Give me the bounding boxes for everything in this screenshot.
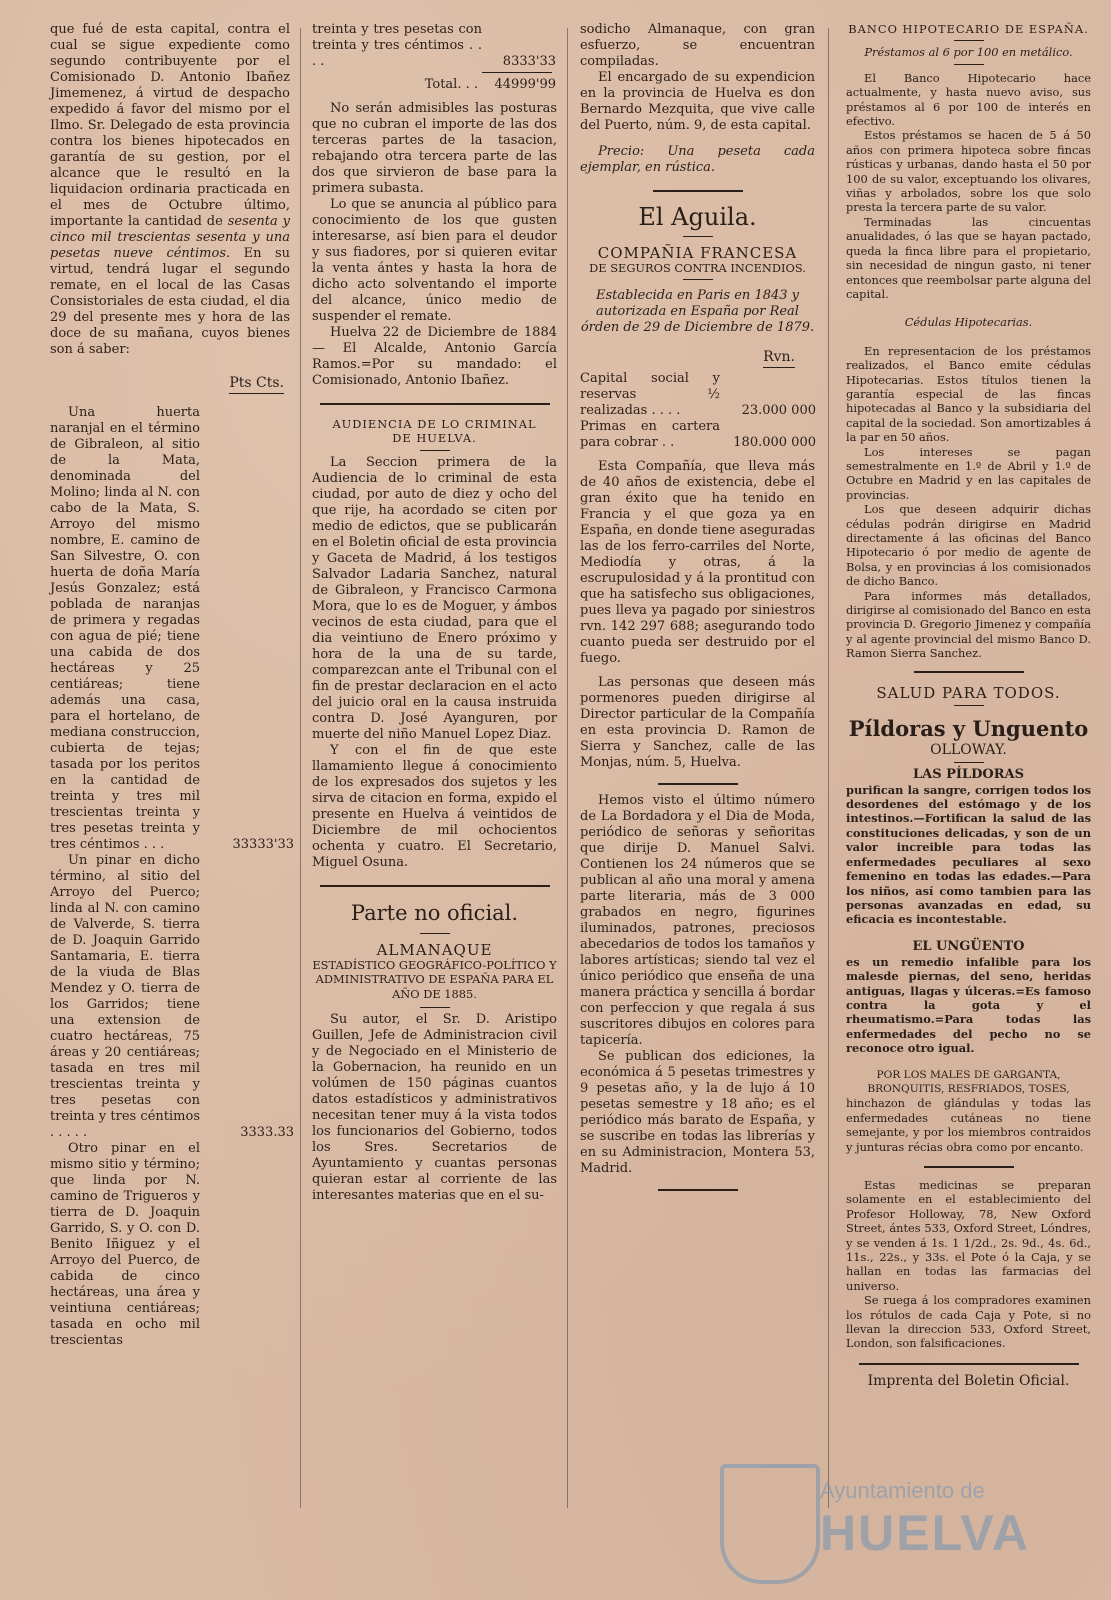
paragraph: No serán admisibles las posturas que no cubran el importe de las dos terceras partes de la tasacion, rebajando otra tercera parte de las dos que sirvieron de base para la primera subasta. xyxy=(312,101,557,196)
paragraph: Estos préstamos se hacen de 5 á 50 años con primera hipoteca sobre fincas rústicas y urbanas, dando hasta el 50 por 100 de su valor, exceptuando los olivares, viñas y arbolados, sobre los que solo presta la tercera parte de su valor. xyxy=(846,128,1091,215)
divider xyxy=(320,403,550,405)
column-2 xyxy=(312,22,557,1204)
item-row xyxy=(50,853,294,1141)
compania-subtitle: DE SEGUROS CONTRA INCENDIOS. xyxy=(589,261,806,275)
paragraph: Se ruega á los compradores examinen los rótulos de cada Caja y Pote, si no llevan la direccion 533, Oxford Street, London, son falsificaciones. xyxy=(846,1293,1091,1351)
divider xyxy=(658,783,738,785)
capital-value: 23.000 000 xyxy=(741,403,816,419)
divider xyxy=(420,1007,450,1008)
paragraph: hinchazon de glándulas y todas las enfermedades cutáneas no tiene semejante, y por los miembros contraidos y junturas récias obra como por encanto. xyxy=(846,1096,1091,1154)
item-text: treinta y tres pesetas con treinta y tres céntimos . . . . xyxy=(312,22,482,69)
established-text: Establecida en Paris en 1843 y autorizada en España por Real órden de 29 de Diciembre de 1879. xyxy=(580,288,815,336)
divider xyxy=(954,705,984,706)
divider xyxy=(653,190,743,192)
divider xyxy=(954,64,984,65)
paragraph: es un remedio infalible para los malesde piernas, del seno, heridas antiguas, llagas y úlceras.=Es famoso contra la gota y el rheumatismo.=Para todas las enfermedades del pecho no se reconoce otro igual. xyxy=(846,954,1091,1056)
total-label: Total. . . xyxy=(424,77,478,92)
item-row xyxy=(50,1141,290,1349)
divider xyxy=(420,450,450,451)
watermark-line1: Ayuntamiento de xyxy=(820,1478,985,1503)
paragraph: Para informes más detallados, dirigirse al comisionado del Banco en esta provincia D. Gregorio Jimenez y compañía y al agente provincial del mismo Banco D. Ramon Sierra Sanchez. xyxy=(846,588,1091,661)
divider xyxy=(914,671,1024,673)
capital-row xyxy=(580,371,815,419)
paragraph: purifican la sangre, corrigen todos los desordenes del estómago y de los intestinos.—Fortifican la salud de las constituciones delicadas, y son de un valor increible para todas las enfermedades peculiares al sexo femenino en todas las edades.—Para los niños, así como tambien para las personas avanzadas en edad, su eficacia es incontestable. xyxy=(846,782,1091,927)
paragraph: En representacion de los préstamos realizados, el Banco emite cédulas Hipotecarias. Estos títulos tienen la garantía especial de las fincas hipotecadas al Banco y la subsidiaria del capital de la sociedad. Son amortizables á la par en 50 años. xyxy=(846,343,1091,445)
cedulas-title: Cédulas Hipotecarias. xyxy=(904,315,1033,330)
paragraph: Los intereses se pagan semestralmente en 1.º de Abril y 1.º de Octubre en Madrid y en las capitales de provincias. xyxy=(846,444,1091,502)
divider xyxy=(683,279,713,280)
divider xyxy=(420,933,450,934)
column-3 xyxy=(580,22,815,1199)
almanaque-title: ALMANAQUE xyxy=(376,940,493,959)
item-text: Un pinar en dicho término, al sitio del Arroyo del Puerco; linda al N. con camino de Valverde, S. tierra de D. Joaquin Garrido Santamaria, E. tierra de la viuda de Blas Mendez y O. tierra de los Garridos; tiene una extension de cuatro hectáreas, 75 áreas y 20 centiáreas; tasada en tres mil trescientas treinta y tres pesetas con treinta y tres céntimos . . . . . xyxy=(50,853,200,1140)
garganta-heading: POR LOS MALES DE GARGANTA, BRONQUITIS, RESFRIADOS, TOSES, xyxy=(867,1068,1070,1095)
compania-title: COMPAÑIA FRANCESA xyxy=(597,244,798,262)
paragraph: El encargado de su expendicion en la provincia de Huelva es don Bernardo Mezquita, que vive calle del Puerto, núm. 9, de esta capital. xyxy=(580,70,815,133)
shield-icon xyxy=(720,1464,820,1584)
divider xyxy=(482,72,552,73)
banco-title: BANCO HIPOTECARIO DE ESPAÑA. xyxy=(848,22,1089,36)
imprenta-footer: Imprenta del Boletin Oficial. xyxy=(867,1372,1070,1389)
paragraph: sodicho Almanaque, con gran esfuerzo, se encuentran compiladas. xyxy=(580,22,815,69)
divider xyxy=(859,1363,1079,1365)
divider xyxy=(954,40,984,41)
primas-value: 180.000 000 xyxy=(733,435,816,451)
item-text: Otro pinar en el mismo sitio y término; que linda por N. camino de Trigueros y tierra de D. Joaquin Garrido, S. y O. con D. Benito Iñiguez y el Arroyo del Puerco, de cabida de cinco hectáreas, una área y veintiuna centiáreas; tasada en ocho mil trescientas xyxy=(50,1141,200,1348)
item-row xyxy=(50,405,294,853)
price: Precio: Una peseta cada ejemplar, en rústica. xyxy=(580,144,815,175)
total-value: 44999'99 xyxy=(494,77,556,92)
archive-watermark xyxy=(720,1460,1031,1580)
paragraph: La Seccion primera de la Audiencia de lo criminal de esta ciudad, por auto de diez y ocho del que rije, ha acordado se citen por medio de edictos, que se publicarán en el Boletin oficial de esta provincia y Gaceta de Madrid, á los testigos Salvador Ladaria Sanchez, natural de Gibraleon, y Francisco Carmona Mora, que lo es de Moguer, y ámbos vecinos de esta ciudad, para que el dia veintiuno de Enero próximo y hora de la una de su tarde, comparezcan ante el Tribunal con el fin de prestar declaracion en el acto del juicio oral en la causa instruida contra D. José Ayanguren, por muerte del niño Manuel Lopez Diaz. xyxy=(312,454,557,742)
divider xyxy=(683,236,713,237)
paragraph: Lo que se anuncia al público para conocimiento de los que gusten interesarse, así bien para el deudor y sus fiadores, por si quieren evitar la venta ántes y hasta la hora de dicho acto solventando el importe del alcance, único medio de suspender el remate. xyxy=(312,197,557,324)
paragraph: Se publican dos ediciones, la económica á 5 pesetas trimestres y 9 pesetas año, y la de lujo á 10 pesetas semestre y 18 año; es el periódico más barato de España, y se suscribe en todas las librerías y en su Administracion, Montera 53, Madrid. xyxy=(580,1049,815,1177)
capital-label: Capital social y reservas ½ realizadas . . . . xyxy=(580,371,720,419)
divider xyxy=(954,762,984,763)
paragraph: El Banco Hipotecario hace actualmente, y hasta nuevo aviso, sus préstamos al 6 por 100 de interés en efectivo. xyxy=(846,70,1091,129)
paragraph: Terminadas las cincuentas anualidades, ó las que se hayan pactado, queda la finca libre para el propietario, sin necesidad de ningun gasto, ni tener entonces que reembolsar parte alguna del capital. xyxy=(846,214,1091,301)
salud-title: SALUD PARA TODOS. xyxy=(876,683,1061,702)
banco-subtitle: Préstamos al 6 por 100 en metálico. xyxy=(864,45,1073,60)
pildoras-heading: LAS PÍLDORAS xyxy=(912,766,1024,782)
item-value: 8333'33 xyxy=(502,54,556,69)
paragraph: Hemos visto el último número de La Bordadora y el Dia de Moda, periódico de señoras y señoritas que dirije D. Manuel Salvi. Contienen los 24 números que se publican al año una moral y amena parte literaria, más de 3 000 grabados en negro, figurines iluminados, patrones, preciosos abecedarios de todos los tamaños y labores artísticas; siendo tal vez el único periódico que enseña de una manera práctica y sencilla á bordar con perfeccion y que regala á sus suscritores dibujos en colores para tapicería. xyxy=(580,793,815,1049)
rvn-header: Rvn. xyxy=(580,346,795,365)
paragraph: Los que deseen adquirir dichas cédulas podrán dirigirse en Madrid directamente á las oficinas del Banco Hipotecario ó por medio de agente de Bolsa, y en provincias á los comisionados de dicho Banco. xyxy=(846,502,1091,589)
divider xyxy=(924,1166,1014,1168)
pts-header: Pts Cts. xyxy=(50,372,284,391)
primas-label: Primas en cartera para cobrar . . xyxy=(580,419,720,451)
item-row xyxy=(312,22,557,70)
divider xyxy=(658,1189,738,1191)
column-divider xyxy=(828,28,829,1508)
subasta-intro: que fué de esta capital, contra el cual se sigue expediente como segundo contribuyente por el Comisionado D. Antonio Ibañez Jimemenez, á virtud de despacho expedido á favor del mismo por el Ilmo. Sr. Delegado de esta provincia contra los bienes hipotecados en garantía de su gestion, por el alcance que le resultó en la liquidacion ordinaria practicada en el mes de Octubre último, importante la cantidad de sesenta y cinco mil trescientas sesenta y una pesetas nueve céntimos. En su virtud, tendrá lugar el segundo remate, en el local de las Casas Consistoriales de esta ciudad, el dia 29 del presente mes y hora de las doce de su mañana, cuyos bienes son á saber: xyxy=(50,22,290,357)
aguila-title: El Aguila. xyxy=(638,203,757,231)
watermark-line2: HUELVA xyxy=(820,1505,1031,1561)
holloway-name: OLLOWAY. xyxy=(930,741,1007,758)
column-divider xyxy=(567,28,568,1508)
almanaque-subtitle: ESTADÍSTICO GEOGRÁFICO-POLÍTICO Y ADMINISTRATIVO DE ESPAÑA PARA EL AÑO DE 1885. xyxy=(312,957,557,1001)
paragraph: Estas medicinas se preparan solamente en el establecimiento del Profesor Holloway, 78, New Oxford Street, ántes 533, Oxford Street, Lóndres, y se venden á 1s. 1 1/2d., 2s. 9d., 4s. 6d., 11s., 22s., y 33s. el Pote ó la Caja, y se hallan en todas las farmacias del universo. xyxy=(846,1178,1091,1293)
section-subtitle: DE HUELVA. xyxy=(392,431,477,446)
item-value: 33333'33 xyxy=(232,837,294,852)
column-divider xyxy=(300,28,301,1508)
paragraph: Y con el fin de que este llamamiento llegue á conocimiento de los expresados dos sujetos y les sirva de citacion en forma, expido el presente en Huelva á veintidos de Diciembre de mil ochocientos ochenta y cuatro. El Secretario, Miguel Osuna. xyxy=(312,742,557,870)
column-4 xyxy=(846,22,1091,1389)
paragraph: Su autor, el Sr. D. Aristipo Guillen, Jefe de Administracion civil y de Negociado en el Ministerio de la Gobernacion, ha reunido en un volúmen de 150 páginas cuantos datos estadísticos y administrativos necesitan tener muy á la vista todos los funcionarios del Gobierno, todos los Sres. Secretarios de Ayuntamiento y cuantas personas quieran estar al corriente de las interesantes materias que en el su- xyxy=(312,1012,557,1204)
total-row xyxy=(312,77,557,93)
paragraph: Esta Compañía, que lleva más de 40 años de existencia, debe el gran éxito que ha tenido en Francia y el que goza ya en España, en donde tiene aseguradas las de los ferro-carriles del Norte, Mediodía y otras, á la escrupulosidad y á la prontitud con que ha satisfecho sus obligaciones, pues lleva ya pagado por siniestros rvn. 142 297 688; asegurando todo cuanto pueda ser destruido por el fuego. xyxy=(580,459,815,667)
primas-row xyxy=(580,419,815,451)
paragraph: Huelva 22 de Diciembre de 1884 — El Alcalde, Antonio García Ramos.=Por su mandado: el Comisionado, Antonio Ibañez. xyxy=(312,325,557,388)
item-text: Una huerta naranjal en el término de Gibraleon, al sitio de la Mata, denominada del Molino; linda al N. con cabo de la Mata, S. Arroyo del mismo nombre, E. camino de San Silvestre, O. con huerta de doña María Jesús Gonzalez; está poblada de naranjas de primera y regadas con agua de pié; tiene una cabida de dos hectáreas y 25 centiáreas; tiene además una casa, para el hortelano, de mediana construccion, cubierta de tejas; tasada por los peritos en la cantidad de treinta y tres mil trescientas treinta y tres pesetas treinta y tres céntimos . . . xyxy=(50,405,200,852)
column-1 xyxy=(50,22,294,1349)
section-heading: Parte no oficial. xyxy=(350,900,519,925)
section-title: AUDIENCIA DE LO CRIMINAL xyxy=(332,417,537,431)
paragraph: Las personas que deseen más pormenores pueden dirigirse al Director particular de la Compañía en esta provincia D. Ramon de Sierra y Sanchez, calle de las Monjas, núm. 5, Huelva. xyxy=(580,675,815,771)
divider xyxy=(320,885,550,887)
unguento-heading: EL UNGÜENTO xyxy=(912,938,1025,954)
item-value: 3333.33 xyxy=(240,1125,294,1140)
pildoras-title: Píldoras y Unguento xyxy=(848,715,1089,741)
